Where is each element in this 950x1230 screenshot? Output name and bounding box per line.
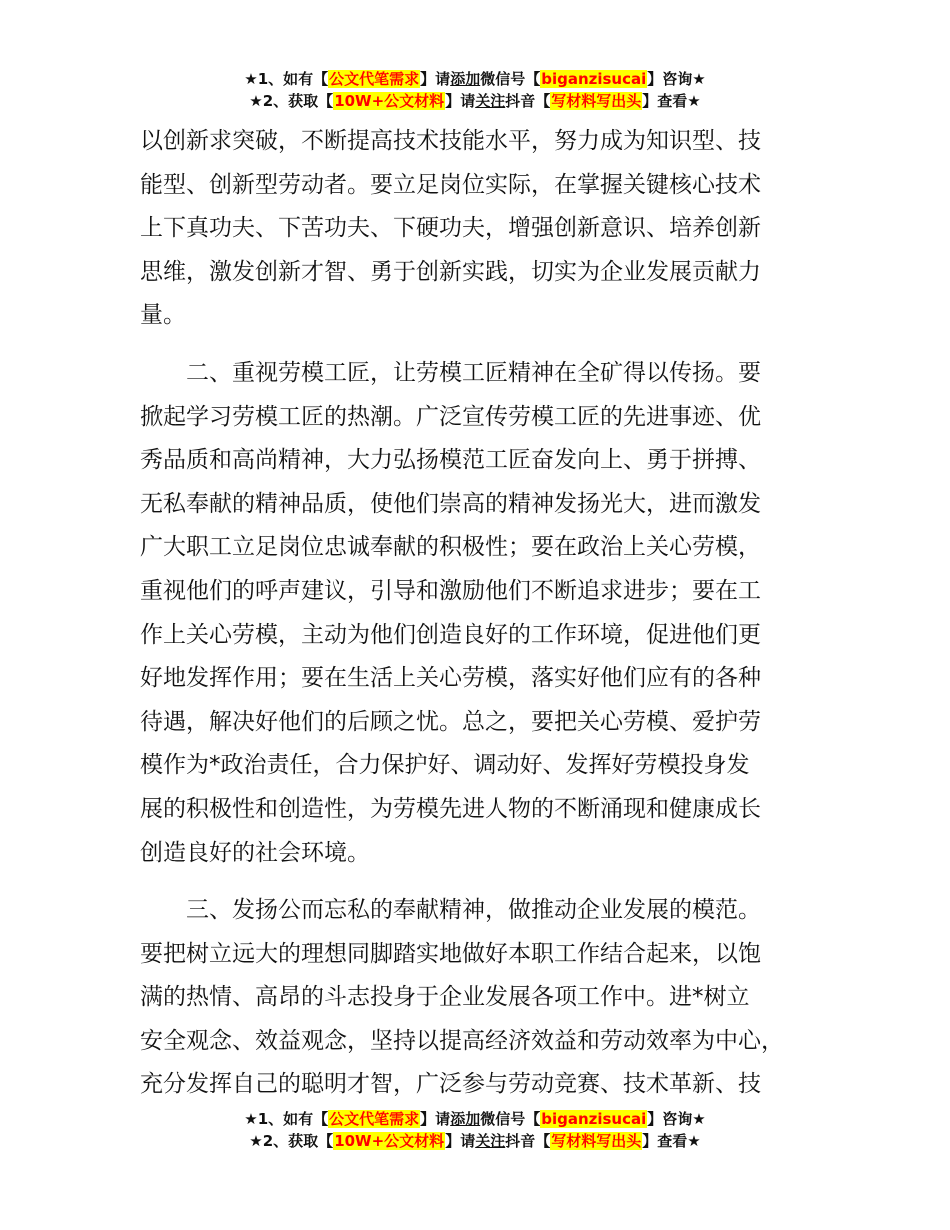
- text-line: 广大职工立足岗位忠诚奉献的积极性；要在政治上关心劳模，: [140, 534, 761, 561]
- header-banner: [0, 68, 950, 112]
- banner-line-2: [0, 1130, 950, 1152]
- text-line: 以创新求突破，不断提高技术技能水平，努力成为知识型、技: [140, 128, 761, 154]
- banner-line-2-middle-2: 抖音【: [505, 1132, 551, 1150]
- banner-line-1-middle: 】请: [420, 70, 451, 88]
- banner-line-1-middle-2: 微信号【: [480, 1110, 541, 1128]
- text-line: 能型、创新型劳动者。要立足岗位实际，在掌握关键核心技术: [140, 171, 761, 198]
- text-line: 思维，激发创新才智、勇于创新实践，切实为企业发展贡献力: [140, 258, 761, 285]
- banner-line-2-highlight-douyin: 写材料写出头: [551, 92, 642, 110]
- banner-line-2-suffix: 】查看★: [642, 92, 701, 110]
- paragraph-gap: [140, 338, 820, 352]
- banner-line-1-middle: 】请: [420, 1110, 451, 1128]
- banner-line-1-prefix: ★1、如有【: [244, 70, 329, 88]
- text-line: 无私奉献的精神品质，使他们崇高的精神发扬光大，进而激发: [140, 490, 761, 517]
- paragraph-gap: [140, 875, 820, 889]
- banner-line-2-emphasis: 关注: [475, 92, 506, 110]
- banner-line-2-highlight-douyin: 写材料写出头: [551, 1132, 642, 1150]
- banner-line-1-highlight-service: 公文代笔需求: [329, 70, 420, 88]
- text-line: 重视他们的呼声建议，引导和激励他们不断追求进步；要在工: [140, 577, 761, 604]
- banner-line-1-prefix: ★1、如有【: [244, 1110, 329, 1128]
- text-line: 待遇，解决好他们的后顾之忧。总之，要把关心劳模、爱护劳: [140, 708, 761, 735]
- banner-line-1-highlight-wechat-id: biganzisucai: [541, 70, 647, 88]
- text-line: 三、发扬公而忘私的奉献精神，做推动企业发展的模范。: [186, 897, 761, 924]
- text-line: 模作为*政治责任，合力保护好、调动好、发挥好劳模投身发: [140, 752, 750, 779]
- text-line: 充分发挥自己的聪明才智，广泛参与劳动竞赛、技术革新、技: [140, 1071, 761, 1098]
- banner-line-2-suffix: 】查看★: [642, 1132, 701, 1150]
- text-line: 要把树立远大的理想同脚踏实地做好本职工作结合起来，以饱: [140, 940, 761, 967]
- paragraph: [140, 352, 820, 875]
- banner-line-2-highlight-materials: 10W+公文材料: [334, 1132, 445, 1150]
- banner-line-1-suffix: 】咨询★: [647, 1110, 706, 1128]
- banner-line-1: [0, 1108, 950, 1130]
- text-line: 二、重视劳模工匠，让劳模工匠精神在全矿得以传扬。要: [186, 359, 761, 386]
- banner-line-1: [0, 68, 950, 90]
- text-line: 量。: [140, 302, 186, 329]
- banner-line-1-emphasis: 添加: [450, 70, 481, 88]
- banner-line-2: [0, 90, 950, 112]
- text-line: 秀品质和高尚精神，大力弘扬模范工匠奋发向上、勇于拼搏、: [140, 447, 761, 474]
- text-line: 作上关心劳模，主动为他们创造良好的工作环境，促进他们更: [140, 621, 761, 648]
- banner-line-1-highlight-service: 公文代笔需求: [329, 1110, 420, 1128]
- banner-line-1-highlight-wechat-id: biganzisucai: [541, 1110, 647, 1128]
- banner-line-1-middle-2: 微信号【: [480, 70, 541, 88]
- banner-line-2-highlight-materials: 10W+公文材料: [334, 92, 445, 110]
- banner-line-1-suffix: 】咨询★: [647, 70, 706, 88]
- banner-line-2-middle: 】请: [445, 92, 476, 110]
- text-line: 安全观念、效益观念，坚持以提高经济效益和劳动效率为中心，: [140, 1027, 784, 1054]
- banner-line-1-emphasis: 添加: [450, 1110, 481, 1128]
- text-line: 创造良好的社会环境。: [140, 839, 370, 866]
- paragraph: [140, 889, 820, 1107]
- banner-line-2-prefix: ★2、获取【: [249, 1132, 334, 1150]
- banner-line-2-emphasis: 关注: [475, 1132, 506, 1150]
- text-line: 展的积极性和创造性，为劳模先进人物的不断涌现和健康成长: [140, 795, 761, 822]
- text-line: 好地发挥作用；要在生活上关心劳模，落实好他们应有的各种: [140, 665, 761, 692]
- document-body: [140, 120, 820, 1107]
- footer-banner: [0, 1108, 950, 1152]
- text-line: 上下真功夫、下苦功夫、下硬功夫，增强创新意识、培养创新: [140, 215, 761, 242]
- text-line: 满的热情、高昂的斗志投身于企业发展各项工作中。进*树立: [140, 984, 750, 1011]
- banner-line-2-prefix: ★2、获取【: [249, 92, 334, 110]
- text-line: 掀起学习劳模工匠的热潮。广泛宣传劳模工匠的先进事迹、优: [140, 403, 761, 430]
- banner-line-2-middle: 】请: [445, 1132, 476, 1150]
- banner-line-2-middle-2: 抖音【: [505, 92, 551, 110]
- paragraph: [140, 120, 820, 338]
